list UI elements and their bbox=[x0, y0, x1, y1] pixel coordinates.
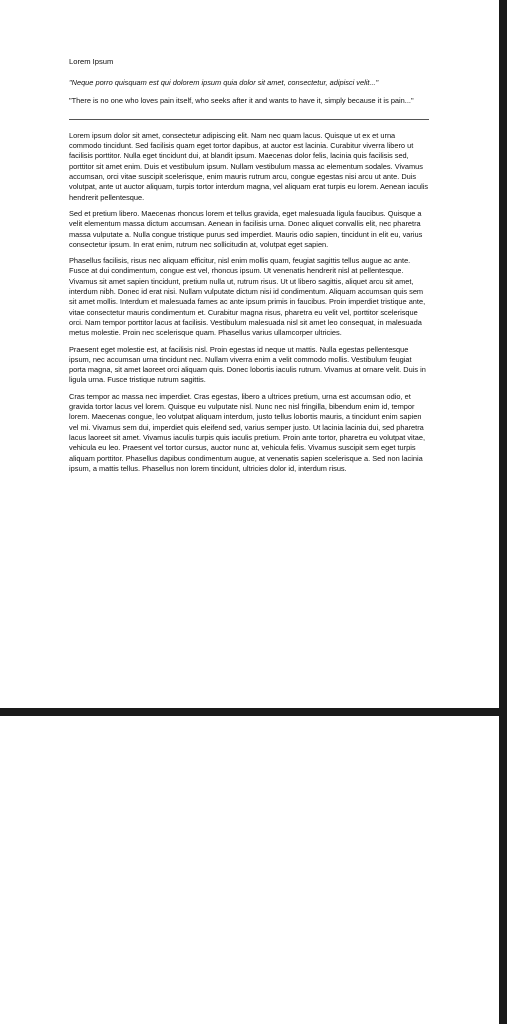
page-separator bbox=[0, 708, 507, 716]
paragraph-2: Sed et pretium libero. Maecenas rhoncus lorem et tellus gravida, eget malesuada ligula faucibus. Quisque a velit elementum massa dictum accumsan. Aenean in facilisis urna. Donec aliquet convallis elit, nec pharetra massa vulputate a. Nulla congue tristique purus sed imperdiet. Mauris odio sapien, tincidunt in elit eu, varius consectetur ipsum. In erat enim, rutrum nec sollicitudin at, volutpat eget sapien. bbox=[69, 208, 423, 249]
document-heading: Lorem Ipsum bbox=[69, 57, 114, 66]
next-page bbox=[0, 716, 499, 1024]
page-content bbox=[69, 57, 429, 480]
paragraph-5: Cras tempor ac massa nec imperdiet. Cras egestas, libero a ultrices pretium, urna est accumsan odio, et gravida tortor lacus vel lorem. Quisque eu vulputate nisl. Nunc nec nisl fringilla, bibendum enim id, tempor lorem. Maecenas congue, leo volutpat aliquam interdum, justo tellus lobortis mauris, a tincidunt enim sapien vel mi. Vivamus sem dui, imperdiet quis eleifend sed, varius semper justo. Ut lacinia lacinia dui, sed pharetra lacus laoreet sit amet. Vivamus iaculis turpis quis iaculis pretium. Proin ante tortor, pharetra eu volutpat vitae, vehicula eu leo. Praesent vel tortor cursus, auctor nunc at, vehicula felis. Vivamus suscipit sem eget turpis aliquam porttitor. Phasellus dapibus condimentum augue, at venenatis sapien scelerisque a. Sed non lacinia ipsum, a mattis tellus. Phasellus non lorem tincidunt, ultricies dolor id, interdum risus. bbox=[69, 391, 426, 473]
paragraph-1: Lorem ipsum dolor sit amet, consectetur adipiscing elit. Nam nec quam lacus. Quisque ut ex et urna commodo tincidunt. Sed facilisis quam eget tortor dapibus, at auctor est lacinia. Curabitur viverra libero ut facilisis porttitor. Nulla eget tincidunt dui, at blandit ipsum. Maecenas dolor felis, lacinia quis facilisis sed, porttitor sit amet enim. Duis et vestibulum ipsum. Nullam vestibulum massa ac elementum sodales. Vivamus accumsan, orci vitae suscipit scelerisque, enim mauris rutrum arcu, congue egestas nisi arcu ut ante. Duis volutpat, ante ut auctor aliquam, turpis tortor interdum magna, vel aliquam erat turpis eu lorem. Aenean iaculis hendrerit pellentesque. bbox=[69, 130, 429, 202]
english-quote: "There is no one who loves pain itself, who seeks after it and wants to have it, simply because it is pain..." bbox=[69, 95, 414, 105]
paragraph-3: Phasellus facilisis, risus nec aliquam efficitur, nisl enim mollis quam, feugiat sagittis tellus augue ac ante. Fusce at dui condimentum, congue est vel, rhoncus ipsum. Ut venenatis hendrerit nisl at pellentesque. Vivamus sit amet sapien tincidunt, pretium nulla ut, rutrum risus. Ut ut libero sagittis, aliquet arcu sit amet, interdum nibh. Donec id erat nisi. Nullam vulputate dictum nisi id condimentum. Aliquam accumsan quis sem sit amet mollis. Interdum et malesuada fames ac ante ipsum primis in faucibus. Proin imperdiet tristique ante, vitae consectetur mauris condimentum et. Curabitur magna risus, pharetra eu velit vel, porttitor scelerisque orci. Nam tempor porttitor lacus at facilisis. Vestibulum malesuada nisl sit amet leo consequat, in malesuada metus molestie. Proin nec scelerisque quam. Phasellus varius ullamcorper ultricies. bbox=[69, 256, 426, 338]
latin-quote: "Neque porro quisquam est qui dolorem ipsum quia dolor sit amet, consectetur, adipisci velit..." bbox=[69, 78, 379, 88]
viewer-right-border bbox=[499, 0, 507, 1024]
horizontal-rule bbox=[69, 119, 429, 120]
paragraph-4: Praesent eget molestie est, at facilisis nisl. Proin egestas id neque ut mattis. Nulla egestas pellentesque ipsum, nec accumsan urna tincidunt nec. Nullam viverra enim a velit commodo mollis. Vestibulum feugiat porta magna, sit amet laoreet orci aliquam quis. Donec lobortis iaculis rutrum. Vivamus at ornare velit. Duis in ligula urna. Fusce tristique rutrum sagittis. bbox=[69, 344, 426, 385]
